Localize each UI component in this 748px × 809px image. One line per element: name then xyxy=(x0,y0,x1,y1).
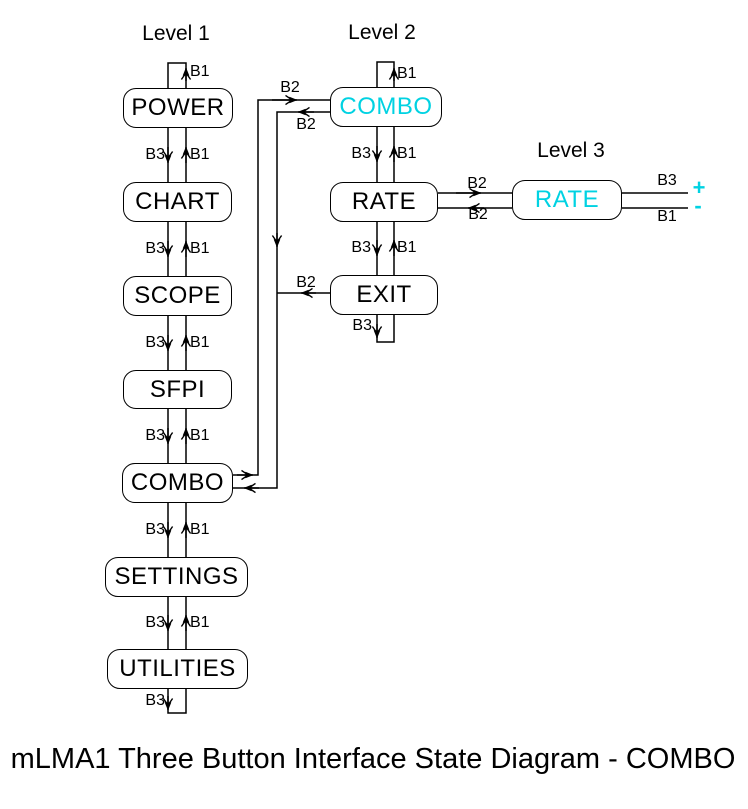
level3-header: Level 3 xyxy=(537,139,605,162)
label-b3-row1: B3 xyxy=(145,146,165,163)
state-rate-level2: RATE xyxy=(330,182,438,222)
label-b1-row2: B1 xyxy=(190,240,210,257)
state-combo-level1: COMBO xyxy=(122,463,233,503)
label-b1-combo2-top: B1 xyxy=(397,65,417,82)
label-b1-l2row1: B1 xyxy=(397,145,417,162)
label-b1-power-top: B1 xyxy=(190,63,210,80)
label-b3-l2row2: B3 xyxy=(351,239,371,256)
label-b3-rate3: B3 xyxy=(657,172,677,189)
label-b1-row5: B1 xyxy=(190,521,210,538)
label-b2-rate-return: B2 xyxy=(468,206,488,223)
state-utilities: UTILITIES xyxy=(107,649,248,689)
state-combo-level2: COMBO xyxy=(330,87,442,127)
connector-lines xyxy=(168,62,688,713)
label-b3-row3: B3 xyxy=(145,334,165,351)
label-b1-row4: B1 xyxy=(190,427,210,444)
state-power: POWER xyxy=(123,88,233,128)
diagram-title: mLMA1 Three Button Interface State Diagram - COMBO xyxy=(10,743,736,775)
label-b1-rate3: B1 xyxy=(657,208,677,225)
state-sfpi: SFPI xyxy=(123,370,232,409)
state-rate-level3: RATE xyxy=(512,180,622,220)
label-b1-row6: B1 xyxy=(190,614,210,631)
state-settings: SETTINGS xyxy=(105,557,248,597)
state-chart: CHART xyxy=(123,182,232,222)
label-b3-row2: B3 xyxy=(145,240,165,257)
label-b1-row1: B1 xyxy=(190,146,210,163)
label-b2-combo-up: B2 xyxy=(280,79,300,96)
plus-sign: + xyxy=(692,175,706,200)
label-b1-row3: B1 xyxy=(190,334,210,351)
level1-header: Level 1 xyxy=(142,22,210,45)
label-b3-row4: B3 xyxy=(145,427,165,444)
label-b3-utilities-bottom: B3 xyxy=(145,692,165,709)
state-scope: SCOPE xyxy=(123,276,232,316)
level2-header: Level 2 xyxy=(348,21,416,44)
label-b3-row6: B3 xyxy=(145,614,165,631)
label-b2-rate-forward: B2 xyxy=(467,175,487,192)
label-b2-combo-return: B2 xyxy=(296,116,316,133)
label-b3-exit-bottom: B3 xyxy=(352,317,372,334)
label-b3-l2row1: B3 xyxy=(351,145,371,162)
label-b1-l2row2: B1 xyxy=(397,239,417,256)
state-exit-level2: EXIT xyxy=(330,275,438,315)
label-b2-exit: B2 xyxy=(296,274,316,291)
label-b3-row5: B3 xyxy=(145,521,165,538)
minus-sign: - xyxy=(694,193,702,218)
